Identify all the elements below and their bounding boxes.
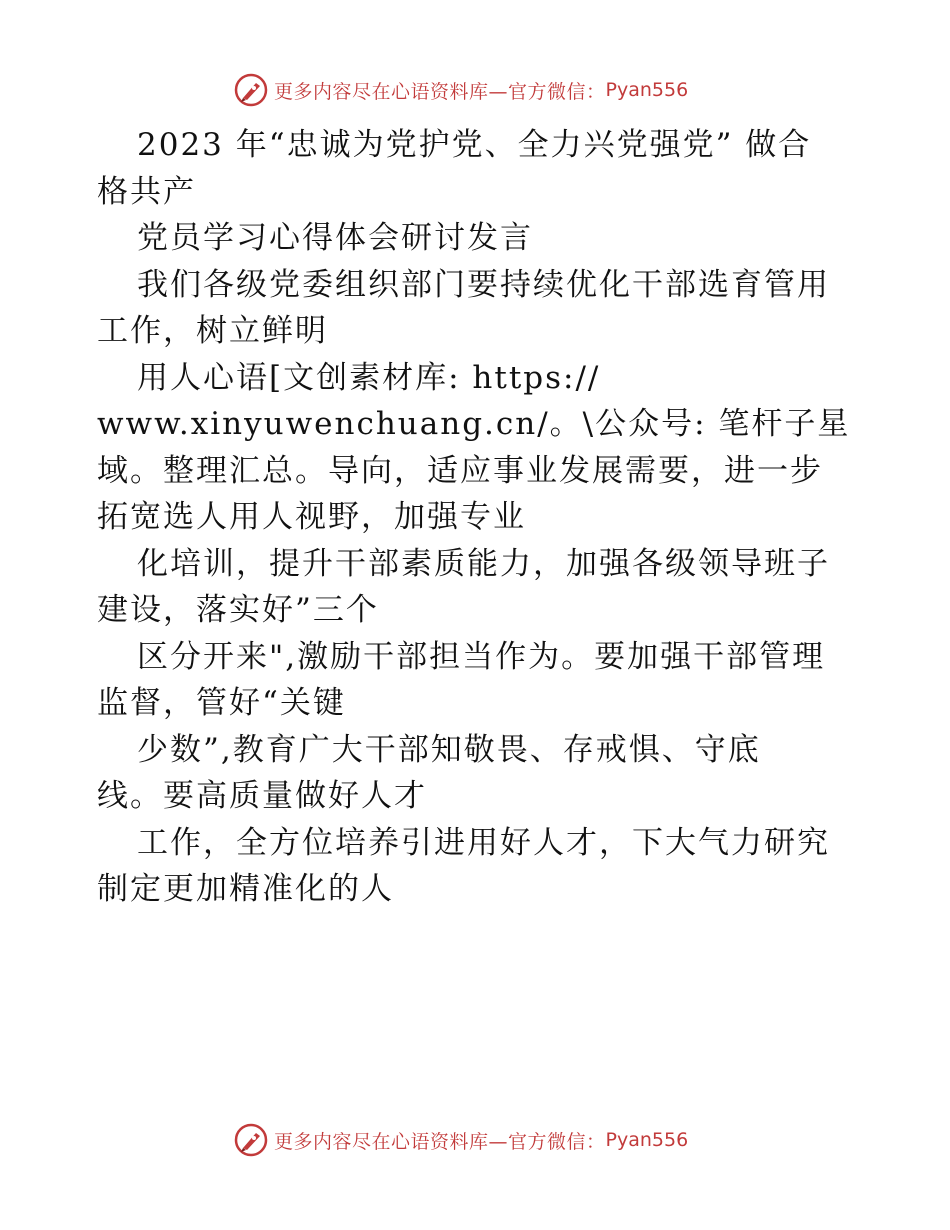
document-line: 工作，全方位培养引进用好人才，下大气力研究 (137, 824, 830, 861)
document-body (97, 122, 857, 913)
document-line: 少数”,教育广大干部知敬畏、存戒惧、守底 (137, 731, 761, 768)
document-line: 党员学习心得体会研讨发言 (137, 220, 533, 256)
watermark-text: 更多内容尽在心语资料库—官方微信： (274, 1130, 606, 1153)
pen-logo-icon (234, 1123, 268, 1157)
document-line: 监督，管好“关键 (97, 685, 346, 721)
watermark-wechat-id: Pyan556 (605, 1129, 689, 1151)
document-line: 用人心语[文创素材库: https:// (137, 359, 601, 396)
document-line: 2023 年“忠诚为党护党、全力兴党强党” 做合 (137, 127, 812, 163)
document-line: 线。要高质量做好人才 (97, 778, 427, 814)
document-line: 工作，树立鲜明 (97, 313, 328, 349)
document-line: 拓宽选人用人视野，加强专业 (97, 499, 526, 535)
watermark-footer (234, 1122, 688, 1158)
document-line: 我们各级党委组织部门要持续优化干部选育管用 (137, 266, 830, 303)
document-line: 区分开来",激励干部担当作为。要加强干部管理 (137, 638, 826, 675)
document-line: 域。整理汇总。导向，适应事业发展需要，进一步 (97, 452, 823, 489)
pen-logo-icon (234, 73, 268, 107)
document-line: www.xinyuwenchuang.cn/。\公众号: 笔杆子星 (97, 406, 851, 442)
document-line: 化培训，提升干部素质能力，加强各级领导班子 (137, 545, 830, 582)
document-line: 建设，落实好”三个 (97, 592, 379, 628)
watermark-text: 更多内容尽在心语资料库—官方微信： (274, 80, 606, 103)
document-line: 格共产 (97, 173, 196, 210)
document-line: 制定更加精准化的人 (97, 871, 394, 907)
watermark-wechat-id: Pyan556 (605, 79, 689, 101)
watermark-header (234, 72, 688, 108)
